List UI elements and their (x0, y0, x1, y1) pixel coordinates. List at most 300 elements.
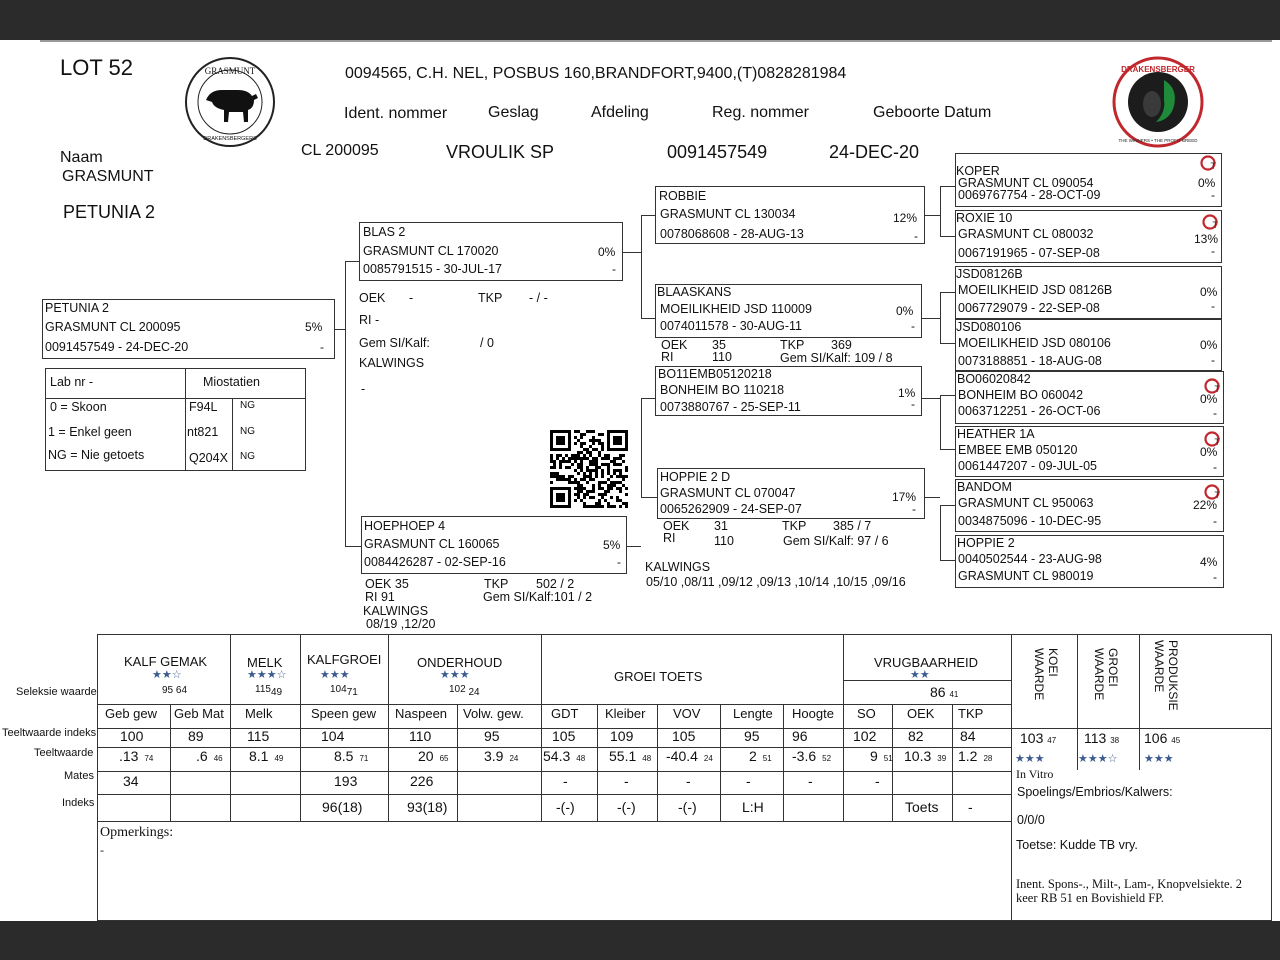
ggp-id-date: 0067729079 - 22-SEP-08 (958, 301, 1100, 315)
qr-code (550, 430, 628, 508)
connector (623, 252, 641, 253)
qr-module (589, 490, 592, 493)
qr-module (616, 469, 619, 472)
val-geboorte: 24-DEC-20 (829, 142, 920, 162)
qr-module (583, 475, 586, 478)
ggp-dash: - (1211, 188, 1215, 202)
ggp-reg: EMBEE EMB 050120 (958, 443, 1078, 457)
qr-module (586, 481, 589, 484)
dam-reg: GRASMUNT CL 160065 (364, 537, 500, 551)
qr-module (592, 460, 595, 463)
qr-module (568, 478, 571, 481)
miostatien-label: Miostatien (203, 375, 260, 389)
qr-module (622, 460, 625, 463)
qr-module (583, 487, 586, 490)
qr-module (625, 502, 628, 505)
qr-module (601, 433, 604, 436)
lab-divider-h (46, 398, 305, 399)
seleksie-kalf-gemak: 95 64 (162, 685, 188, 696)
teeltwaarde-value: -3.6 52 (792, 748, 832, 764)
qr-module (622, 484, 625, 487)
gp-box-hoppie2d (657, 468, 925, 519)
qr-module (622, 502, 625, 505)
teeltwaarde-value: .6 46 (196, 748, 223, 764)
qr-module (577, 466, 580, 469)
genomic-tested-icon (1202, 213, 1220, 231)
qr-module (598, 481, 601, 484)
onderhoud-stars: ★★★ (440, 669, 470, 681)
qr-module (598, 454, 601, 457)
qr-module (583, 448, 586, 451)
indeks-row-value: -(-) (678, 799, 697, 815)
ggp-reg: GRASMUNT CL 950063 (958, 496, 1094, 510)
sire-kalwings-label: KALWINGS (359, 356, 425, 370)
qr-module (574, 460, 577, 463)
gp-tkp-val: 369 (831, 338, 852, 352)
qr-module (607, 463, 610, 466)
teeltwaarde-value: 55.1 48 (609, 748, 652, 764)
qr-module (613, 463, 616, 466)
qr-module (586, 490, 589, 493)
qr-module (568, 466, 571, 469)
animal-pct: 5% (305, 320, 323, 334)
qr-module (580, 484, 583, 487)
lab-row-val: NG (240, 451, 255, 462)
qr-module (607, 505, 610, 508)
sire-oek-val: - (409, 291, 414, 305)
qr-module (580, 445, 583, 448)
qr-module (580, 469, 583, 472)
gp-dash: - (914, 229, 918, 243)
teeltwaarde-value: 8.5 71 (334, 748, 369, 764)
ggp-box (955, 535, 1224, 588)
qr-module (586, 466, 589, 469)
dam-kalwings-val: 08/19 ,12/20 (366, 617, 436, 631)
qr-module (574, 430, 577, 433)
koei-waarde-value: 103 47 (1020, 730, 1057, 746)
qr-module (619, 505, 622, 508)
svg-text:DRAKENSBERGERS: DRAKENSBERGERS (203, 136, 257, 142)
qr-module (595, 463, 598, 466)
qr-module (562, 475, 565, 478)
column-header: Lengte (733, 706, 773, 721)
qr-module (613, 505, 616, 508)
qr-module (616, 457, 619, 460)
connector (940, 186, 941, 237)
ggp-dash: - (1213, 570, 1217, 584)
qr-module (616, 499, 619, 502)
gp-oek-label: OEK (663, 519, 690, 533)
val-ident: CL 200095 (301, 142, 379, 159)
qr-module (604, 481, 607, 484)
ggp-reg: BONHEIM BO 060042 (958, 388, 1084, 402)
qr-module (619, 472, 622, 475)
connector (641, 398, 642, 498)
qr-module (595, 472, 598, 475)
naam-label: Naam (60, 149, 103, 166)
qr-module (601, 472, 604, 475)
lot-number: LOT 52 (60, 55, 133, 80)
qr-module (613, 457, 616, 460)
qr-module (583, 433, 586, 436)
svg-text:T: T (1214, 384, 1220, 394)
gp-dash: - (912, 502, 916, 516)
qr-module (625, 466, 628, 469)
connector (940, 395, 955, 396)
qr-module (595, 448, 598, 451)
qr-module (571, 463, 574, 466)
seleksie-vrugbaarheid: 86 41 (930, 684, 959, 700)
col-geslag-label: Geslag (488, 104, 539, 121)
qr-module (622, 454, 625, 457)
gp-tkp-label: TKP (780, 338, 805, 352)
qr-module (553, 466, 556, 469)
opmerkings-value: - (100, 843, 104, 857)
teeltwaarde-value: .13 74 (119, 748, 154, 764)
gp-ri-val: 110 (712, 350, 732, 364)
qr-module (592, 469, 595, 472)
gp-box-robbie (655, 186, 925, 244)
gp-name: HOPPIE 2 D (660, 470, 731, 484)
dam-name: HOEPHOEP 4 (364, 519, 446, 533)
qr-module (565, 454, 568, 457)
qr-module (619, 499, 622, 502)
group-kalfgroei: KALFGROEI (307, 652, 382, 667)
in-vitro-label: In Vitro (1016, 767, 1054, 781)
connector (641, 215, 655, 216)
qr-module (601, 481, 604, 484)
qr-module (607, 502, 610, 505)
svg-text:DRAKENSBERGER: DRAKENSBERGER (1121, 65, 1195, 74)
qr-module (550, 460, 553, 463)
connector (925, 497, 940, 498)
group-onderhoud: ONDERHOUD (417, 655, 503, 670)
gp-ri-label: RI (661, 350, 674, 364)
lab-box (45, 368, 306, 471)
qr-module (613, 484, 616, 487)
indeks-row-value: -(-) (556, 799, 575, 815)
sire-reg: GRASMUNT CL 170020 (363, 244, 499, 258)
qr-module (616, 463, 619, 466)
qr-module (610, 481, 613, 484)
column-header: Speen gew (311, 706, 377, 721)
qr-module (556, 472, 559, 475)
ggp-box (955, 153, 1222, 207)
indeks-row-value: - (968, 799, 973, 815)
qr-module (583, 502, 586, 505)
qr-module (571, 481, 574, 484)
qr-module (592, 439, 595, 442)
ggp-dash: - (1213, 460, 1217, 474)
dam-tkp-label: TKP (484, 577, 509, 591)
toetse-text: Toetse: Kudde TB vry. (1016, 838, 1138, 852)
qr-module (583, 505, 586, 508)
qr-module (625, 475, 628, 478)
qr-module (589, 505, 592, 508)
qr-module (577, 481, 580, 484)
qr-module (550, 457, 553, 460)
connector (940, 236, 955, 237)
animal-id-date: 0091457549 - 24-DEC-20 (45, 340, 189, 354)
qr-module (577, 493, 580, 496)
qr-module (571, 457, 574, 460)
connector (925, 215, 940, 216)
column-header: Geb Mat (174, 706, 224, 721)
gp-kalwings-val: 05/10 ,08/11 ,09/12 ,09/13 ,10/14 ,10/15 ,09/16 (646, 575, 906, 589)
column-header: SO (857, 706, 876, 721)
qr-module (556, 436, 565, 445)
group-melk: MELK (247, 655, 283, 670)
qr-module (559, 460, 562, 463)
qr-module (550, 466, 553, 469)
qr-module (598, 442, 601, 445)
qr-module (550, 472, 553, 475)
sire-tkp-label: TKP (478, 291, 503, 305)
qr-module (577, 472, 580, 475)
qr-module (607, 490, 610, 493)
top-divider (40, 40, 1272, 42)
qr-module (553, 460, 556, 463)
qr-module (577, 496, 580, 499)
ggp-dash: - (1211, 299, 1215, 313)
qr-module (580, 433, 583, 436)
column-header: VOV (673, 706, 701, 721)
connector (940, 292, 941, 344)
genomic-tested-icon (1200, 154, 1218, 172)
gp-tkp-label: TKP (782, 519, 807, 533)
gp-id-date: 0078068608 - 28-AUG-13 (660, 227, 804, 241)
qr-module (619, 490, 622, 493)
qr-module (589, 472, 592, 475)
gp-ri-val: 110 (714, 534, 734, 548)
qr-module (580, 478, 583, 481)
sire-kalwings-val: - (361, 382, 366, 396)
animal-reg: GRASMUNT CL 200095 (45, 320, 181, 334)
ggp-id-date: 0067191965 - 07-SEP-08 (958, 246, 1100, 260)
qr-module (565, 466, 568, 469)
qr-module (625, 493, 628, 496)
sire-gem-label: Gem SI/Kalf: (359, 336, 430, 350)
indeks-value: 110 (409, 728, 432, 744)
qr-module (616, 475, 619, 478)
gp-dash: - (911, 397, 915, 411)
qr-module (589, 478, 592, 481)
qr-module (586, 457, 589, 460)
teeltwaarde-value: -40.4 24 (666, 748, 713, 764)
qr-module (580, 436, 583, 439)
qr-module (592, 490, 595, 493)
connector (922, 398, 940, 399)
teeltwaarde-value: 8.1 49 (249, 748, 284, 764)
qr-module (619, 457, 622, 460)
mates-value: 34 (123, 773, 139, 789)
ggp-reg: 0040502544 - 23-AUG-98 (958, 552, 1102, 566)
qr-module (592, 430, 595, 433)
qr-module (589, 460, 592, 463)
qr-module (589, 463, 592, 466)
qr-module (583, 493, 586, 496)
ggp-reg: GRASMUNT CL 090054 (958, 176, 1094, 190)
ggp-id-date: 0073188851 - 18-AUG-08 (958, 354, 1102, 368)
qr-module (586, 430, 589, 433)
column-header: OEK (907, 706, 935, 721)
qr-module (583, 442, 586, 445)
svg-text:T: T (1214, 490, 1220, 500)
teeltwaarde-value: 10.3 39 (904, 748, 947, 764)
qr-module (550, 475, 553, 478)
genomic-tested-icon (1204, 483, 1222, 501)
ggp-name: JSD080106 (956, 320, 1022, 334)
svg-text:T: T (1212, 220, 1218, 230)
connector (940, 505, 941, 561)
ggp-reg: MOEILIKHEID JSD 08126B (958, 283, 1113, 297)
qr-module (559, 466, 562, 469)
qr-module (598, 484, 601, 487)
qr-module (616, 487, 619, 490)
indeks-row-value: Toets (905, 799, 939, 815)
gp-reg: GRASMUNT CL 130034 (660, 207, 796, 221)
qr-module (598, 487, 601, 490)
viewer-top-bar (0, 0, 1280, 40)
qr-module (613, 472, 616, 475)
column-header: Hoogte (792, 706, 834, 721)
gp-oek-val: 31 (714, 519, 728, 533)
qr-module (577, 457, 580, 460)
ggp-pct: 22% (1193, 498, 1218, 512)
qr-module (574, 499, 577, 502)
qr-module (595, 457, 598, 460)
qr-module (589, 451, 592, 454)
qr-module (592, 484, 595, 487)
qr-module (607, 478, 610, 481)
qr-module (607, 484, 610, 487)
qr-module (616, 481, 619, 484)
lab-label: Lab nr - (50, 375, 94, 389)
ggp-name: HOPPIE 2 (957, 536, 1015, 550)
group-kalf-gemak: KALF GEMAK (124, 654, 208, 669)
qr-module (595, 460, 598, 463)
svg-text:THE WINNERS • THE PROFIT BREED: THE WINNERS • THE PROFIT BREED (1118, 138, 1198, 143)
qr-module (598, 499, 601, 502)
qr-module (574, 436, 577, 439)
qr-module (610, 496, 613, 499)
group-vrugbaarheid: VRUGBAARHEID (874, 655, 979, 670)
teeltwaarde-value: 20 65 (418, 748, 449, 764)
indeks-value: 95 (744, 728, 760, 744)
indeks-value: 105 (552, 728, 576, 744)
connector (627, 546, 641, 547)
qr-module (580, 451, 583, 454)
mates-value: - (563, 773, 568, 789)
qr-module (604, 499, 607, 502)
teeltwaarde-value: 2 51 (749, 748, 772, 764)
qr-module (586, 469, 589, 472)
column-header: Geb gew (105, 706, 158, 721)
koei-waarde-stars: ★★★ (1015, 753, 1045, 765)
sire-dash: - (612, 262, 616, 276)
qr-module (598, 466, 601, 469)
qr-module (568, 481, 571, 484)
sire-gem-val: / 0 (480, 336, 494, 350)
qr-module (601, 493, 604, 496)
qr-module (553, 472, 556, 475)
ggp-box (955, 319, 1222, 371)
gp-name: ROBBIE (659, 189, 707, 203)
gp-oek-val: 35 (712, 338, 726, 352)
indeks-value: 95 (484, 728, 500, 744)
sire-oek-label: OEK (359, 291, 386, 305)
qr-module (592, 487, 595, 490)
sire-box (359, 222, 623, 281)
connector (345, 546, 361, 547)
ggp-name: KOPER (956, 164, 1000, 178)
qr-module (556, 493, 565, 502)
column-header: TKP (958, 706, 984, 721)
connector (641, 497, 657, 498)
qr-module (601, 442, 604, 445)
ggp-reg: GRASMUNT CL 080032 (958, 227, 1094, 241)
ggp-dash: - (1211, 244, 1215, 258)
qr-module (622, 478, 625, 481)
connector (940, 395, 941, 450)
ggp-pct: 0% (1200, 338, 1218, 352)
gp-id-date: 0074011578 - 30-AUG-11 (660, 319, 802, 333)
column-header: Kleiber (605, 706, 646, 721)
lab-divider-v2 (232, 398, 233, 470)
qr-module (625, 487, 628, 490)
qr-module (568, 457, 571, 460)
qr-module (583, 454, 586, 457)
animal-box (42, 299, 335, 359)
qr-module (592, 442, 595, 445)
dam-gem: Gem SI/Kalf:101 / 2 (483, 590, 593, 604)
teeltwaarde-value: 3.9 24 (484, 748, 519, 764)
row-label: Indeks (62, 797, 95, 809)
qr-module (601, 487, 604, 490)
owner-address: 0094565, C.H. NEL, POSBUS 160,BRANDFORT,9400,(T)0828281984 (345, 65, 847, 82)
val-reg: 0091457549 (667, 142, 768, 162)
ggp-box (955, 266, 1222, 319)
connector (940, 505, 955, 506)
naam-name: PETUNIA 2 (63, 202, 156, 222)
ggp-name: HEATHER 1A (957, 427, 1035, 441)
qr-module (574, 487, 577, 490)
qr-module (586, 505, 589, 508)
dam-tkp-val: 502 / 2 (536, 577, 575, 591)
qr-module (583, 472, 586, 475)
qr-module (595, 466, 598, 469)
connector (345, 261, 359, 262)
connector (641, 318, 655, 319)
qr-module (577, 451, 580, 454)
qr-module (583, 478, 586, 481)
column-header: GDT (551, 706, 579, 721)
qr-module (610, 487, 613, 490)
opmerkings-label: Opmerkings: (100, 825, 174, 840)
qr-module (568, 475, 571, 478)
ggp-pct: 0% (1200, 285, 1218, 299)
qr-module (559, 463, 562, 466)
spoelings-label: Spoelings/Embrios/Kalwers: (1017, 785, 1173, 799)
ggp-id-date: 0069767754 - 28-OCT-09 (958, 188, 1101, 202)
qr-module (586, 493, 589, 496)
indeks-value: 102 (853, 728, 877, 744)
qr-module (550, 454, 553, 457)
qr-module (625, 469, 628, 472)
indeks-row-value: -(-) (617, 799, 636, 815)
qr-module (577, 439, 580, 442)
qr-module (613, 469, 616, 472)
